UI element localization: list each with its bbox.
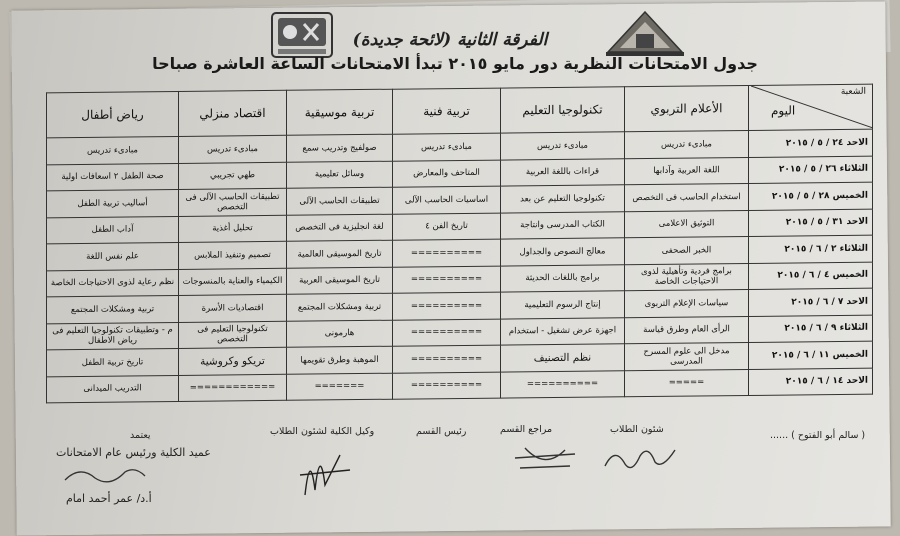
column-header: اقتصاد منزلي [179, 90, 287, 136]
table-cell: مبادىء تدريس [625, 130, 749, 158]
table-cell: برامج فردية وتأهيلية لذوى الاحتياجات الخاصة [625, 263, 749, 291]
table-cell: التدريب الميدانى [47, 375, 179, 403]
table-cell: تاريخ الموسيقى العالمية [287, 240, 393, 268]
table-cell: معالج النصوص والجداول [501, 238, 625, 266]
table-cell: علم نفس اللغة [47, 242, 179, 270]
table-cell: اقتصاديات الأسرة [179, 294, 287, 322]
table-cell: طهي تجريبي [179, 162, 287, 190]
exam-date: الاحد ٣١ / ٥ / ٢٠١٥ [749, 209, 873, 237]
table-cell: صولفيج وتدريب سمع [287, 134, 393, 162]
university-logo [600, 8, 690, 58]
header-corner [749, 84, 873, 130]
vice-dean-signature [290, 440, 360, 500]
table-cell: تكنولوجيا التعليم فى التخصص [179, 321, 287, 349]
exam-date: الخميس ١١ / ٦ / ٢٠١٥ [749, 341, 873, 369]
dean-signature [60, 460, 150, 490]
exam-date: الاحد ١٤ / ٦ / ٢٠١٥ [749, 368, 873, 396]
table-cell: تاريخ الفن ٤ [393, 213, 501, 241]
table-cell: مبادىء تدريس [47, 136, 179, 164]
table-cell: تاريخ الموسيقى العربية [287, 267, 393, 295]
table-cell: إنتاج الرسوم التعليمية [501, 291, 625, 319]
dean-name: أ.د/ عمر أحمد امام [66, 492, 152, 505]
table-cell: ========== [393, 319, 501, 347]
table-cell: لغة انجليزية فى التخصص [287, 214, 393, 242]
exam-date: الثلاثاء ٢ / ٦ / ٢٠١٥ [749, 235, 873, 263]
table-cell: ========== [393, 372, 501, 400]
exam-schedule-table [46, 84, 872, 404]
reviewer-signature [505, 440, 585, 476]
table-cell: تربية ومشكلات المجتمع [47, 295, 179, 323]
table-cell: ========== [393, 239, 501, 267]
table-cell: صحة الطفل ٢ اسعافات اولية [47, 163, 179, 191]
table-cell: استخدام الحاسب فى التخصص [625, 183, 749, 211]
column-header: تكنولوجيا التعليم [501, 87, 625, 133]
table-cell: ========== [393, 292, 501, 320]
table-cell: تطبيقات الحاسب الآلى [287, 187, 393, 215]
table-cell: الكيمياء والعناية بالمنسوجات [179, 268, 287, 296]
exam-date: الخميس ٤ / ٦ / ٢٠١٥ [749, 262, 873, 290]
table-cell: م - وتطبيقات تكنولوجيا التعليم فى رياض الاطفال [47, 322, 179, 350]
table-cell: نظم رعاية لذوى الاحتياجات الخاصة [47, 269, 179, 297]
class-subtitle: الفرقة الثانية (لائحة جديدة) [352, 30, 548, 50]
dept-head-label: رئيس القسم [416, 426, 467, 437]
table-cell: تحليل أغذية [179, 215, 287, 243]
table-cell: ========== [393, 266, 501, 294]
table-cell: الموهبة وطرق تقويمها [287, 346, 393, 374]
table-cell: قراءات باللغة العربية [501, 158, 625, 186]
table-cell: تكنولوجيا التعليم عن بعد [501, 185, 625, 213]
table-cell: مدخل الى علوم المسرح المدرسى [625, 342, 749, 370]
table-cell: هارمونى [287, 320, 393, 348]
table-cell: وسائل تعليمية [287, 161, 393, 189]
exam-date: الخميس ٢٨ / ٥ / ٢٠١٥ [749, 182, 873, 210]
faculty-logo [268, 10, 336, 60]
student-affairs-signature [600, 436, 680, 476]
corner-label-branch: الشعبة [840, 86, 866, 98]
table-cell: اجهزة عرض تشغيل - استخدام [501, 317, 625, 345]
table-cell: تصميم وتنفيذ الملابس [179, 241, 287, 269]
table-cell: تاريخ تربية الطفل [47, 348, 179, 376]
table-cell: تربية ومشكلات المجتمع [287, 293, 393, 321]
column-header: تربية موسيقية [287, 89, 393, 135]
table-cell: تطبيقات الحاسب الآلى فى التخصص [179, 188, 287, 216]
approval-label: يعتمد [130, 430, 151, 441]
column-header: تربية فنية [393, 88, 501, 134]
table-cell: سياسات الإعلام التربوى [625, 289, 749, 317]
table-cell: ============ [179, 374, 287, 402]
exam-date: الاحد ٢٤ / ٥ / ٢٠١٥ [749, 129, 873, 157]
column-header: رياض أطفال [47, 91, 179, 137]
table-cell: ========== [393, 345, 501, 373]
reviewer-label: مراجع القسم [500, 424, 553, 435]
table-cell: اساسيات الحاسب الآلى [393, 186, 501, 214]
table-cell: نظم التصنيف [501, 344, 625, 372]
student-affairs-label: شئون الطلاب [610, 424, 664, 435]
table-cell: تريكو وكروشية [179, 347, 287, 375]
table-cell: مبادىء تدريس [501, 132, 625, 160]
corner-label-day: اليوم [771, 103, 796, 118]
exam-date: الثلاثاء ٩ / ٦ / ٢٠١٥ [749, 315, 873, 343]
table-cell: الخبر الصحفى [625, 236, 749, 264]
table-cell: التوثيق الاعلامى [625, 210, 749, 238]
table-cell: ======= [287, 373, 393, 401]
table-cell: ===== [625, 369, 749, 397]
table-cell: المتاحف والمعارض [393, 160, 501, 188]
table-cell: آداب الطفل [47, 216, 179, 244]
typist-name: ( سالم أبو الفتوح ) ...... [770, 430, 866, 441]
table-cell: ========== [501, 370, 625, 398]
exam-date: الثلاثاء ٢٦ / ٥ / ٢٠١٥ [749, 156, 873, 184]
vice-dean-label: وكيل الكلية لشئون الطلاب [270, 426, 375, 437]
table-cell: الرأى العام وطرق قياسة [625, 316, 749, 344]
table-cell: مبادىء تدريس [393, 133, 501, 161]
table-cell: أساليب تربية الطفل [47, 189, 179, 217]
exam-date: الاحد ٧ / ٦ / ٢٠١٥ [749, 288, 873, 316]
table-cell: اللغة العربية وآدابها [625, 157, 749, 185]
table-cell: الكتاب المدرسى وانتاجة [501, 211, 625, 239]
table-cell: برامج باللغات الحديثة [501, 264, 625, 292]
table-cell: مبادىء تدريس [179, 135, 287, 163]
page-title: جدول الامتحانات النظرية دور مايو ٢٠١٥ تبدأ الامتحانات الساعة العاشرة صباحا [152, 54, 758, 73]
column-header: الأعلام التربوي [625, 85, 749, 131]
dean-label: عميد الكلية ورئيس عام الامتحانات [56, 446, 211, 459]
